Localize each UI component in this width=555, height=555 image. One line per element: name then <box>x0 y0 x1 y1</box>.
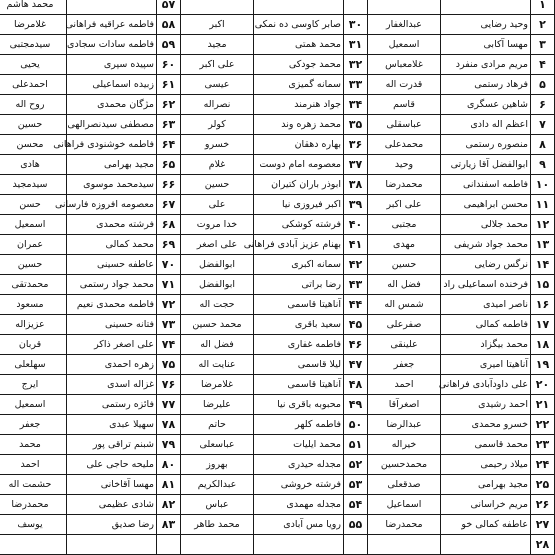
father-name-cell: اصغرآقا <box>368 395 441 415</box>
father-name-cell <box>368 535 441 555</box>
father-name-cell: غلام <box>181 155 254 175</box>
row-number-cell: ۵۹ <box>157 35 181 55</box>
father-name-cell: مسعود <box>0 295 67 315</box>
row-number-cell: ۱۱ <box>531 195 555 215</box>
name-cell: میلاد رحیمی <box>441 455 531 475</box>
father-name-cell: محمدحسین <box>368 455 441 475</box>
father-name-cell <box>181 535 254 555</box>
father-name-cell: بهروز <box>181 455 254 475</box>
row-number-cell: ۷۰ <box>157 255 181 275</box>
name-cell: لیلا قاسمی <box>254 355 344 375</box>
father-name-cell: اسماعیل <box>368 495 441 515</box>
table-row <box>0 55 555 75</box>
father-name-cell: شمس اله <box>368 295 441 315</box>
row-number-cell: ۸۰ <box>157 455 181 475</box>
row-number-cell: ۶۷ <box>157 195 181 215</box>
father-name-cell: کولر <box>181 115 254 135</box>
father-name-cell: غلامرضا <box>181 375 254 395</box>
name-cell: ملیحه حاجی علی <box>67 455 157 475</box>
row-number-cell: ۲۷ <box>531 515 555 535</box>
father-name-cell: خسرو <box>181 135 254 155</box>
name-cell: ابوذر باران کتیران <box>254 175 344 195</box>
father-name-cell: صدقعلی <box>368 475 441 495</box>
row-number-cell: ۶۰ <box>157 55 181 75</box>
table-row <box>0 195 555 215</box>
father-name-cell: جعفر <box>0 415 67 435</box>
table-row <box>0 75 555 95</box>
name-cell: سمانه اکبری <box>254 255 344 275</box>
table-row <box>0 535 555 555</box>
row-number-cell: ۷۱ <box>157 275 181 295</box>
row-number-cell: ۳ <box>531 35 555 55</box>
name-cell: محبوبه باقری نیا <box>254 395 344 415</box>
row-number-cell: ۵۲ <box>344 455 368 475</box>
table-row <box>0 495 555 515</box>
row-number-cell: ۳۲ <box>344 55 368 75</box>
name-cell: محمد ایلیات <box>254 435 344 455</box>
father-name-cell: مجید <box>181 35 254 55</box>
table-row <box>0 255 555 275</box>
name-cell: محمد بیگزاد <box>441 335 531 355</box>
name-cell: شبنم تراقی پور <box>67 435 157 455</box>
row-number-cell: ۲۸ <box>531 535 555 555</box>
name-cell: سیدمحمد موسوی <box>67 175 157 195</box>
father-name-cell: ابوالفضل <box>181 275 254 295</box>
name-cell: معصومه افروزه فارسانی <box>67 195 157 215</box>
table-row <box>0 335 555 355</box>
father-name-cell <box>0 535 67 555</box>
father-name-cell: اکبر <box>181 15 254 35</box>
row-number-cell: ۷۸ <box>157 415 181 435</box>
row-number-cell: ۱ <box>531 0 555 15</box>
father-name-cell: علی اکبر <box>181 55 254 75</box>
father-name-cell: احمد <box>0 455 67 475</box>
table-row <box>0 295 555 315</box>
row-number-cell: ۱۸ <box>531 335 555 355</box>
row-number-cell: ۳۸ <box>344 175 368 195</box>
row-number-cell: ۲۶ <box>531 495 555 515</box>
row-number-cell: ۶۸ <box>157 215 181 235</box>
name-cell: محسن ابراهیمی <box>441 195 531 215</box>
name-cell: سهیلا عبدی <box>67 415 157 435</box>
name-cell: خسرو محمدی <box>441 415 531 435</box>
row-number-cell: ۴۹ <box>344 395 368 415</box>
name-cell <box>441 0 531 15</box>
row-number-cell: ۱۳ <box>531 235 555 255</box>
father-name-cell: حسین <box>368 255 441 275</box>
name-cell: مجید بهرامی <box>441 475 531 495</box>
name-cell: فائزه رستمی <box>67 395 157 415</box>
name-cell: مهسا آقاخانی <box>67 475 157 495</box>
name-cell: سمانه گمیزی <box>254 75 344 95</box>
father-name-cell: حجت اله <box>181 295 254 315</box>
father-name-cell: هادی <box>0 155 67 175</box>
row-number-cell: ۳۶ <box>344 135 368 155</box>
father-name-cell: سهلعلی <box>0 355 67 375</box>
name-cell: سپیده سپری <box>67 55 157 75</box>
father-name-cell: محمد هاشم <box>0 0 67 15</box>
name-cell: مجدله حیدری <box>254 455 344 475</box>
row-number-cell: ۱۲ <box>531 215 555 235</box>
name-cell: علی اصغر ذاکر <box>67 335 157 355</box>
row-number-cell: ۵۸ <box>157 15 181 35</box>
table-row <box>0 455 555 475</box>
name-cell: فاطمه عراقیه فراهانی <box>67 15 157 35</box>
table-row <box>0 375 555 395</box>
row-number-cell: ۷۵ <box>157 355 181 375</box>
father-name-cell: عباسقلی <box>368 115 441 135</box>
table-row <box>0 435 555 455</box>
name-cell: محمد زهره وند <box>254 115 344 135</box>
row-number-cell: ۴۵ <box>344 315 368 335</box>
row-number-cell: ۴۱ <box>344 235 368 255</box>
table-row <box>0 0 555 15</box>
name-cell: محمد همتی <box>254 35 344 55</box>
father-name-cell: محمدرضا <box>368 515 441 535</box>
father-name-cell: علیرضا <box>181 395 254 415</box>
row-number-cell: ۳۵ <box>344 115 368 135</box>
row-number-cell: ۴ <box>531 55 555 75</box>
row-number-cell: ۸۲ <box>157 495 181 515</box>
father-name-cell: علی اکبر <box>368 195 441 215</box>
table-row <box>0 355 555 375</box>
father-name-cell: فضل اله <box>368 275 441 295</box>
row-number-cell: ۶۳ <box>157 115 181 135</box>
row-number-cell <box>157 535 181 555</box>
father-name-cell: وحید <box>368 155 441 175</box>
name-cell: سعید باقری <box>254 315 344 335</box>
father-name-cell: علی اصغر <box>181 235 254 255</box>
name-cell: عاطفه حسینی <box>67 255 157 275</box>
table-row <box>0 155 555 175</box>
father-name-cell: احمدعلی <box>0 75 67 95</box>
name-cell <box>67 0 157 15</box>
row-number-cell: ۱۹ <box>531 355 555 375</box>
name-cell: فرشته محمدی <box>67 215 157 235</box>
table-row <box>0 275 555 295</box>
row-number-cell: ۷۶ <box>157 375 181 395</box>
row-number-cell: ۶۱ <box>157 75 181 95</box>
table-row <box>0 395 555 415</box>
name-cell: وحید رضایی <box>441 15 531 35</box>
row-number-cell: ۵۴ <box>344 495 368 515</box>
row-number-cell: ۵ <box>531 75 555 95</box>
table-row <box>0 415 555 435</box>
table-row <box>0 15 555 35</box>
name-cell: آناهیتا امیری <box>441 355 531 375</box>
name-cell: شادی عظیمی <box>67 495 157 515</box>
row-number-cell: ۸۱ <box>157 475 181 495</box>
father-name-cell: عمران <box>0 235 67 255</box>
name-cell: فاطمه محمدی نعیم <box>67 295 157 315</box>
father-name-cell: خیراله <box>368 435 441 455</box>
name-cell: مهسا آکابی <box>441 35 531 55</box>
name-cell: غزاله اسدی <box>67 375 157 395</box>
father-name-cell: صفرعلی <box>368 315 441 335</box>
row-number-cell: ۵۰ <box>344 415 368 435</box>
father-name-cell <box>181 0 254 15</box>
name-cell: رضا صدیق <box>67 515 157 535</box>
father-name-cell: محسن <box>0 135 67 155</box>
table-row <box>0 135 555 155</box>
name-cell: رویا مس آبادی <box>254 515 344 535</box>
row-number-cell: ۵۷ <box>157 0 181 15</box>
name-cell <box>254 535 344 555</box>
row-number-cell: ۶۴ <box>157 135 181 155</box>
name-cell: محمد جواد رستمی <box>67 275 157 295</box>
row-number-cell: ۶۲ <box>157 95 181 115</box>
father-name-cell: محمدرضا <box>368 175 441 195</box>
father-name-cell: مجتبی <box>368 215 441 235</box>
table-row <box>0 35 555 55</box>
father-name-cell: سیدمجید <box>0 175 67 195</box>
father-name-cell: قاسم <box>368 95 441 115</box>
name-cell: فاطمه سادات سجادی <box>67 35 157 55</box>
father-name-cell: اسمعیل <box>0 215 67 235</box>
row-number-cell: ۳۷ <box>344 155 368 175</box>
row-number-cell: ۴۰ <box>344 215 368 235</box>
row-number-cell: ۷۷ <box>157 395 181 415</box>
name-cell: عاطفه کمالی خو <box>441 515 531 535</box>
father-name-cell: اسمعیل <box>0 395 67 415</box>
father-name-cell: علینقی <box>368 335 441 355</box>
row-number-cell: ۵۵ <box>344 515 368 535</box>
row-number-cell: ۲۰ <box>531 375 555 395</box>
father-name-cell: علی <box>181 195 254 215</box>
father-name-cell: حاتم <box>181 415 254 435</box>
father-name-cell: عبدالغفار <box>368 15 441 35</box>
father-name-cell: ایرج <box>0 375 67 395</box>
table-row <box>0 115 555 135</box>
name-cell: معصومه امام دوست <box>254 155 344 175</box>
row-number-cell <box>344 535 368 555</box>
father-name-cell <box>368 0 441 15</box>
table-row <box>0 175 555 195</box>
row-number-cell: ۸ <box>531 135 555 155</box>
name-cell: اعظم اله دادی <box>441 115 531 135</box>
row-number-cell: ۱۷ <box>531 315 555 335</box>
name-cell: احمد رشیدی <box>441 395 531 415</box>
row-number-cell: ۳۰ <box>344 15 368 35</box>
table-row <box>0 515 555 535</box>
name-cell: محمد قاسمی <box>441 435 531 455</box>
father-name-cell: غلامرضا <box>0 15 67 35</box>
father-name-cell: محمدتقی <box>0 275 67 295</box>
name-cell: آناهیتا قاسمی <box>254 295 344 315</box>
father-name-cell: عباسعلی <box>181 435 254 455</box>
father-name-cell: عیسی <box>181 75 254 95</box>
name-cell: بهاره دهقان <box>254 135 344 155</box>
name-cell: فرهاد رستمی <box>441 75 531 95</box>
row-number-cell: ۱۴ <box>531 255 555 275</box>
table-row <box>0 95 555 115</box>
name-cell: محمد جلالی <box>441 215 531 235</box>
father-name-cell: فضل اله <box>181 335 254 355</box>
name-cell: جواد هنرمند <box>254 95 344 115</box>
row-number-cell: ۲۲ <box>531 415 555 435</box>
row-number-cell <box>344 0 368 15</box>
row-number-cell: ۳۱ <box>344 35 368 55</box>
name-cell <box>441 535 531 555</box>
father-name-cell: عباس <box>181 495 254 515</box>
father-name-cell: خدا مروت <box>181 215 254 235</box>
row-number-cell: ۲۱ <box>531 395 555 415</box>
row-number-cell: ۴۴ <box>344 295 368 315</box>
row-number-cell: ۴۶ <box>344 335 368 355</box>
name-cell: رضا براتی <box>254 275 344 295</box>
row-number-cell: ۷۳ <box>157 315 181 335</box>
name-cell: فرخنده اسماعیلی راد <box>441 275 531 295</box>
name-cell <box>67 535 157 555</box>
father-name-cell: یوسف <box>0 515 67 535</box>
row-number-cell: ۷۴ <box>157 335 181 355</box>
father-name-cell: عنایت اله <box>181 355 254 375</box>
father-name-cell: یحیی <box>0 55 67 75</box>
name-cell: فتانه حسینی <box>67 315 157 335</box>
name-cell: صابر کاوسی ده نمکی <box>254 15 344 35</box>
row-number-cell: ۳۹ <box>344 195 368 215</box>
row-number-cell: ۵۱ <box>344 435 368 455</box>
father-name-cell: محمد طاهر <box>181 515 254 535</box>
name-cell: فاطمه کمالی <box>441 315 531 335</box>
father-name-cell: حسین <box>181 175 254 195</box>
father-name-cell: حشمت اله <box>0 475 67 495</box>
row-number-cell: ۶۵ <box>157 155 181 175</box>
father-name-cell: محمد حسین <box>181 315 254 335</box>
father-name-cell: عبدالرضا <box>368 415 441 435</box>
row-number-cell: ۸۳ <box>157 515 181 535</box>
father-name-cell: ابوالفضل <box>181 255 254 275</box>
table-row <box>0 475 555 495</box>
father-name-cell: جعفر <box>368 355 441 375</box>
row-number-cell: ۱۶ <box>531 295 555 315</box>
name-cell: اکبر فیروزی نیا <box>254 195 344 215</box>
name-cell: شاهین عسگری <box>441 95 531 115</box>
father-name-cell: روح اله <box>0 95 67 115</box>
row-number-cell: ۲۳ <box>531 435 555 455</box>
row-number-cell: ۳۴ <box>344 95 368 115</box>
row-number-cell: ۲۵ <box>531 475 555 495</box>
row-number-cell: ۲۴ <box>531 455 555 475</box>
name-cell: فاطمه اسفندانی <box>441 175 531 195</box>
name-cell: بهنام عزیز آبادی فراهانی <box>254 235 344 255</box>
father-name-cell: حسین <box>0 115 67 135</box>
name-cell: منصوره رستمی <box>441 135 531 155</box>
table-row <box>0 235 555 255</box>
name-cell: محمد جواد شریفی <box>441 235 531 255</box>
row-number-cell: ۴۳ <box>344 275 368 295</box>
father-name-cell: عزیزاله <box>0 315 67 335</box>
name-cell: زبیده اسماعیلی <box>67 75 157 95</box>
row-number-cell: ۵۳ <box>344 475 368 495</box>
name-cell: ناصر امیدی <box>441 295 531 315</box>
name-cell: محمد کمالی <box>67 235 157 255</box>
father-name-cell: حسن <box>0 195 67 215</box>
name-cell: آناهیتا قاسمی <box>254 375 344 395</box>
name-cell: فرشته خروشی <box>254 475 344 495</box>
father-name-cell: حسین <box>0 255 67 275</box>
row-number-cell: ۳۳ <box>344 75 368 95</box>
name-cell: فاطمه خوشنودی فراهانی <box>67 135 157 155</box>
table-row <box>0 215 555 235</box>
father-name-cell: عبدالکریم <box>181 475 254 495</box>
name-cell <box>254 0 344 15</box>
row-number-cell: ۱۰ <box>531 175 555 195</box>
name-cell: مجید بهرامی <box>67 155 157 175</box>
father-name-cell: غلامعباس <box>368 55 441 75</box>
name-cell: فرشته کوشکی <box>254 215 344 235</box>
father-name-cell: سیدمجتبی <box>0 35 67 55</box>
father-name-cell: محمد <box>0 435 67 455</box>
name-cell: زهره احمدی <box>67 355 157 375</box>
row-number-cell: ۴۸ <box>344 375 368 395</box>
row-number-cell: ۱۵ <box>531 275 555 295</box>
father-name-cell: قربان <box>0 335 67 355</box>
table-row <box>0 315 555 335</box>
name-cell: فاطمه کلهر <box>254 415 344 435</box>
father-name-cell: اسمعیل <box>368 35 441 55</box>
name-cell: مژگان محمدی <box>67 95 157 115</box>
row-number-cell: ۴۷ <box>344 355 368 375</box>
row-number-cell: ۷ <box>531 115 555 135</box>
row-number-cell: ۶ <box>531 95 555 115</box>
row-number-cell: ۷۲ <box>157 295 181 315</box>
name-cell: مریم خراسانی <box>441 495 531 515</box>
name-cell: محمد جودکی <box>254 55 344 75</box>
name-cell: ابوالفضل آقا زیارتی <box>441 155 531 175</box>
row-number-cell: ۲ <box>531 15 555 35</box>
name-cell: نرگس رضایی <box>441 255 531 275</box>
row-number-cell: ۹ <box>531 155 555 175</box>
father-name-cell: قدرت اله <box>368 75 441 95</box>
row-number-cell: ۶۹ <box>157 235 181 255</box>
name-cell: علی داودآبادی فراهانی <box>441 375 531 395</box>
row-number-cell: ۷۹ <box>157 435 181 455</box>
row-number-cell: ۴۲ <box>344 255 368 275</box>
row-number-cell: ۶۶ <box>157 175 181 195</box>
name-cell: فاطمه غفاری <box>254 335 344 355</box>
name-cell: مصطفی سیدنصرالهی <box>67 115 157 135</box>
name-cell: مجدله مهمدی <box>254 495 344 515</box>
father-name-cell: محمدعلی <box>368 135 441 155</box>
name-cell: مریم مرادی منفرد <box>441 55 531 75</box>
father-name-cell: احمد <box>368 375 441 395</box>
father-name-cell: محمدرضا <box>0 495 67 515</box>
father-name-cell: مهدی <box>368 235 441 255</box>
father-name-cell: نصراله <box>181 95 254 115</box>
